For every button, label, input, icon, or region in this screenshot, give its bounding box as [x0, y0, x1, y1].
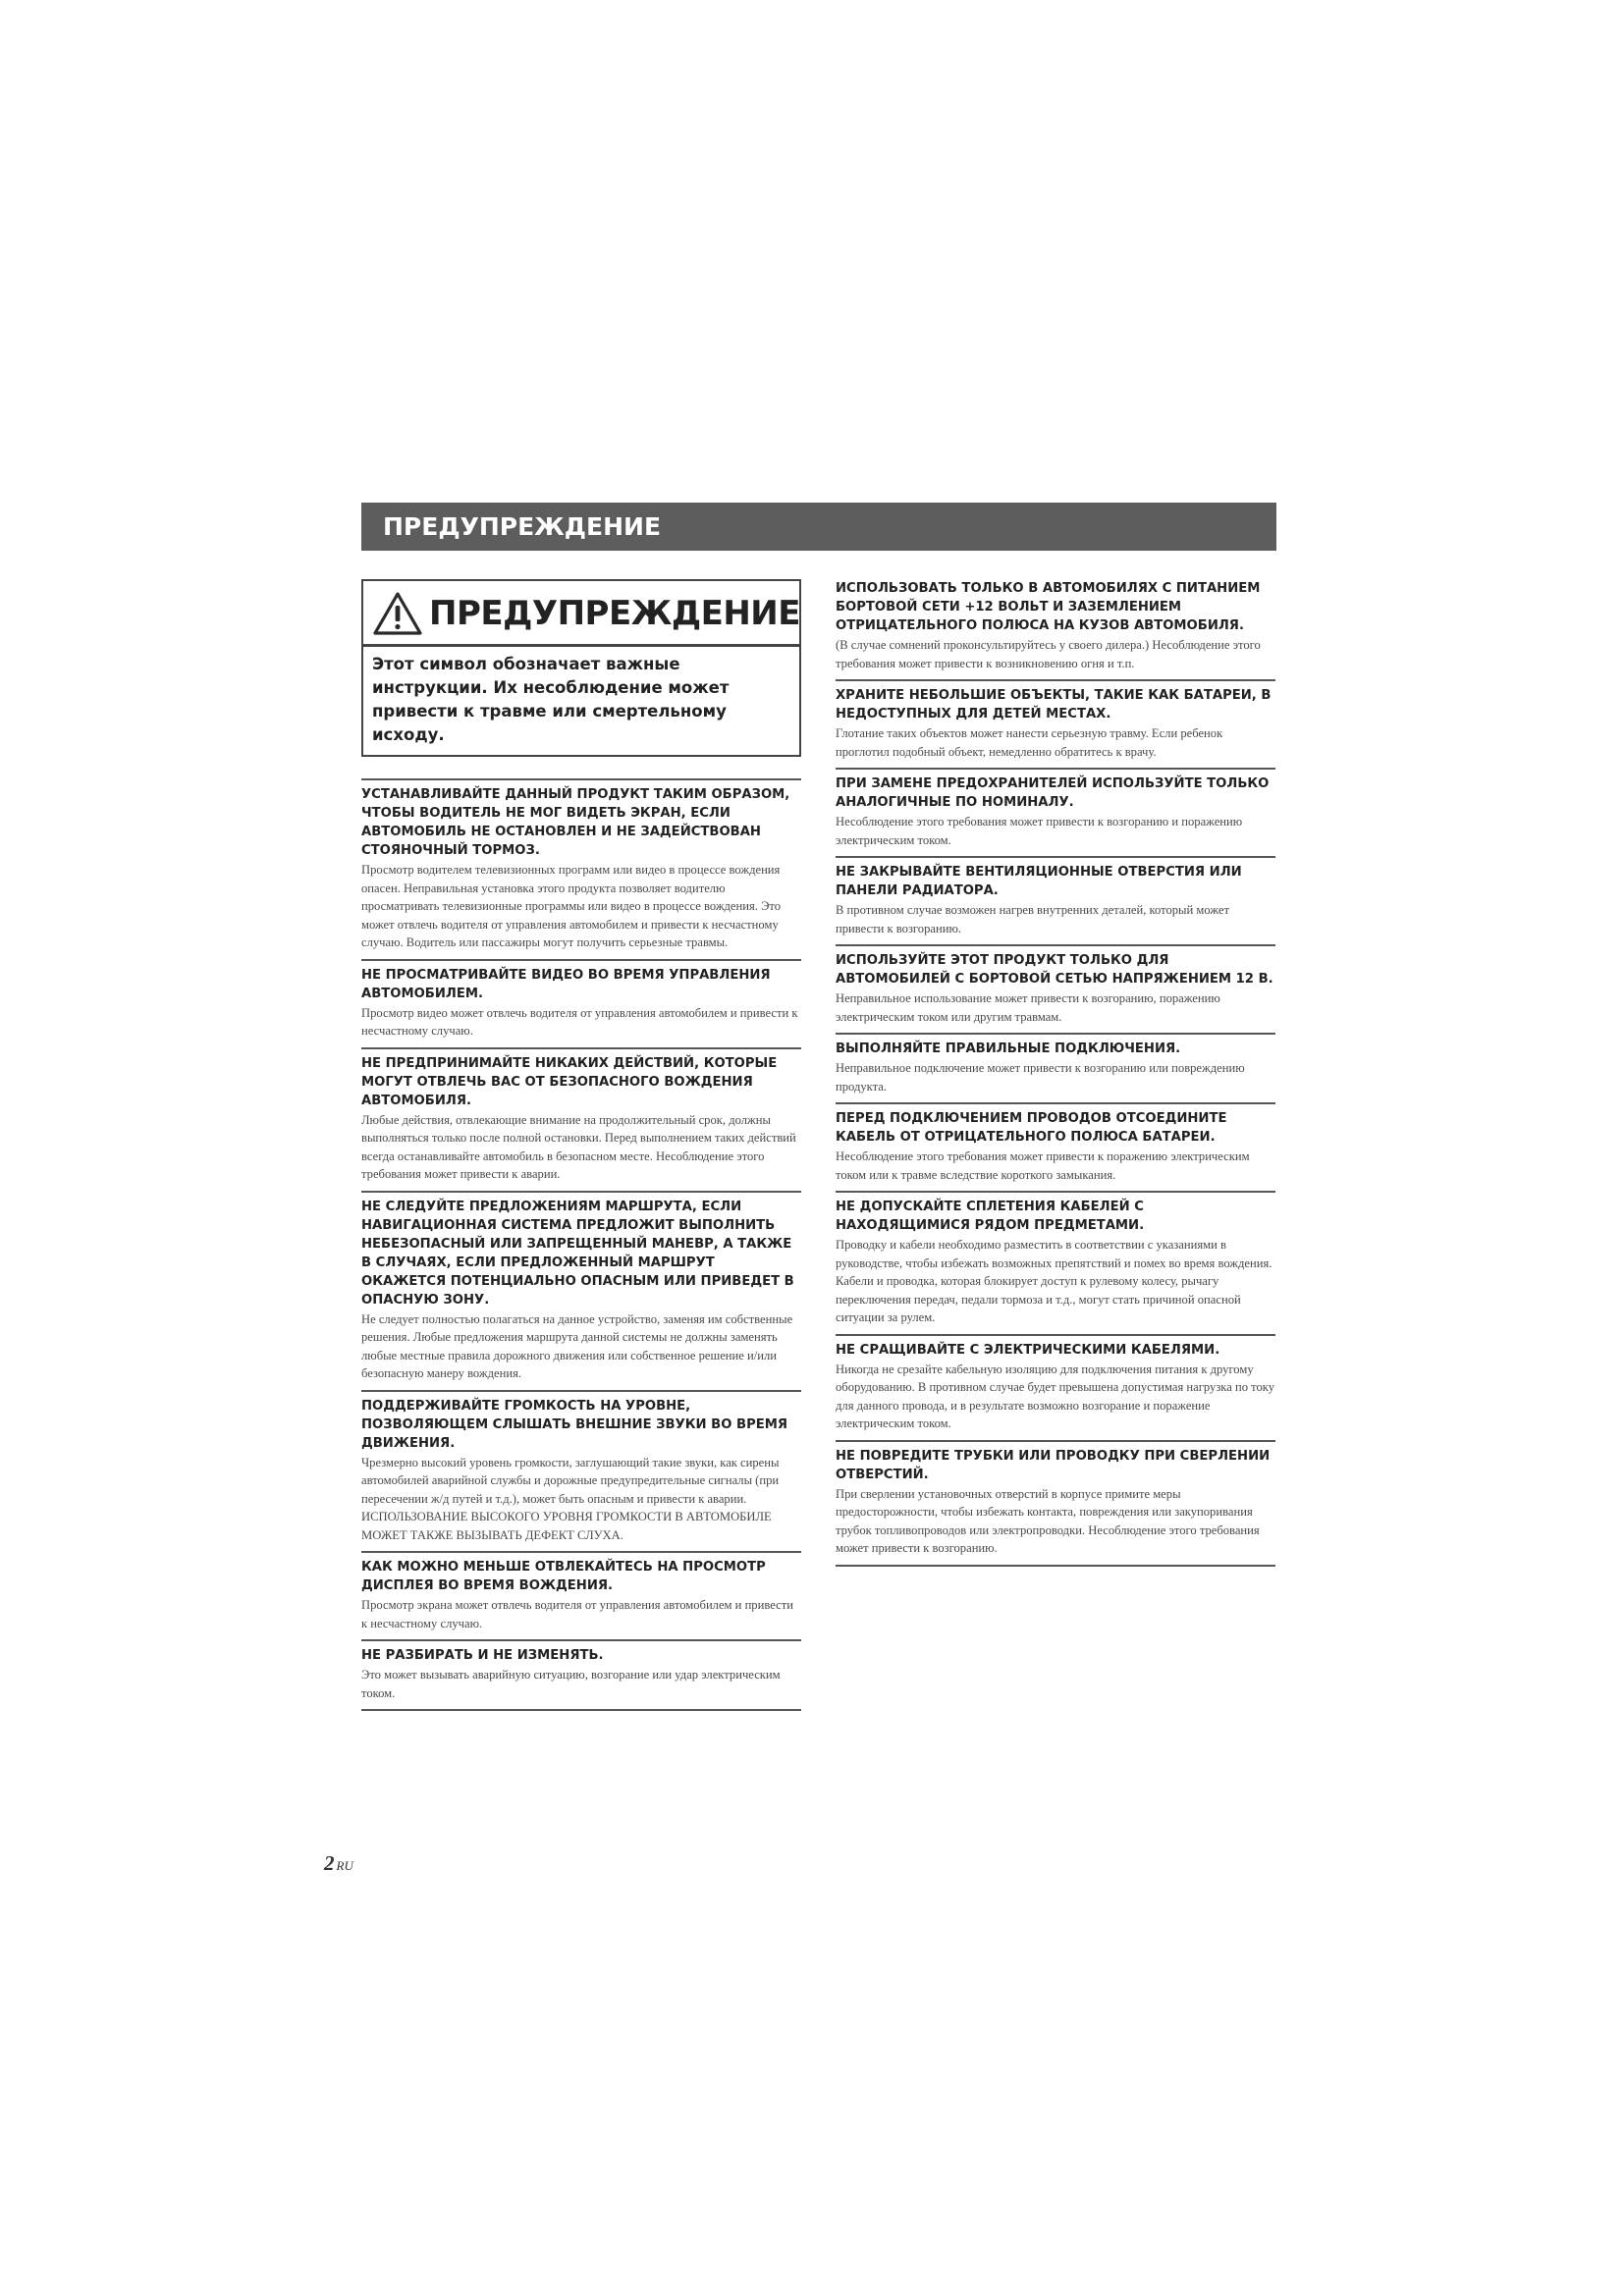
section-body: Не следует полностью полагаться на данное устройство, заменяя им собственные решения. Любые предложения маршрута данной системы не должны заменять любые местные правила дорожного движения или собственное решение и/или безопасную манеру вождения. [361, 1311, 793, 1380]
section-banner [361, 503, 1276, 551]
section-title: НЕ ДОПУСКАЙТЕ СПЛЕТЕНИЯ КАБЕЛЕЙ С НАХОДЯЩИМИСЯ РЯДОМ ПРЕДМЕТАМИ. [836, 1200, 1145, 1233]
section-body: При сверлении установочных отверстий в корпусе примите меры предосторожности, чтобы избежать контакта, повреждения или закупоривания трубок топливопроводов или электропроводки. Несоблюдение этого требования может привести к возгоранию. [836, 1486, 1260, 1555]
section-title: ИСПОЛЬЗУЙТЕ ЭТОТ ПРОДУКТ ТОЛЬКО ДЛЯ АВТОМОБИЛЕЙ С БОРТОВОЙ СЕТЬЮ НАПРЯЖЕНИЕМ 12 В. [836, 953, 1273, 987]
section-title: ВЫПОЛНЯЙТЕ ПРАВИЛЬНЫЕ ПОДКЛЮЧЕНИЯ. [836, 1041, 1181, 1056]
warning-section [836, 856, 1275, 944]
section-title: ИСПОЛЬЗОВАТЬ ТОЛЬКО В АВТОМОБИЛЯХ С ПИТАНИЕМ БОРТОВОЙ СЕТИ +12 ВОЛЬТ И ЗАЗЕМЛЕНИЕМ ОТРИЦАТЕЛЬНОГО ПОЛЮСА НА КУЗОВ АВТОМОБИЛЯ. [836, 581, 1261, 633]
warning-triangle-icon [372, 591, 423, 636]
section-title: ХРАНИТЕ НЕБОЛЬШИЕ ОБЪЕКТЫ, ТАКИЕ КАК БАТАРЕИ, В НЕДОСТУПНЫХ ДЛЯ ДЕТЕЙ МЕСТАХ. [836, 688, 1272, 721]
section-body: Просмотр видео может отвлечь водителя от управления автомобилем и привести к несчастному случаю. [361, 1005, 798, 1038]
section-body: Неправильное использование может привести к возгоранию, поражению электрическим током или другим травмам. [836, 991, 1220, 1024]
warning-section [836, 679, 1275, 768]
warning-title: ПРЕДУПРЕЖДЕНИЕ [429, 594, 800, 633]
section-body: Проводку и кабели необходимо разместить в соответствии с указаниями в руководстве, чтобы избежать возможных препятствий и помех во время вождения. Кабели и проводка, которая блокирует доступ к рулевому колесу, рычагу переключения передач, педали тормоза и т.д., могут стать причиной опасной ситуации за рулем. [836, 1238, 1272, 1324]
warning-description: Этот символ обозначает важные инструкции. Их несоблюдение может привести к травме или смертельному исходу. [372, 655, 730, 744]
section-title: КАК МОЖНО МЕНЬШЕ ОТВЛЕКАЙТЕСЬ НА ПРОСМОТР ДИСПЛЕЯ ВО ВРЕМЯ ВОЖДЕНИЯ. [361, 1560, 766, 1593]
section-title: НЕ ПРЕДПРИНИМАЙТЕ НИКАКИХ ДЕЙСТВИЙ, КОТОРЫЕ МОГУТ ОТВЛЕЧЬ ВАС ОТ БЕЗОПАСНОГО ВОЖДЕНИЯ АВТОМОБИЛЯ. [361, 1055, 778, 1108]
warning-section [361, 1191, 801, 1390]
section-body: Несоблюдение этого требования может привести к возгоранию и поражению электрическим током. [836, 815, 1243, 847]
left-column [361, 579, 801, 1711]
section-body: Глотание таких объектов может нанести серьезную травму. Если ребенок проглотил подобный объект, немедленно обратитесь к врачу. [836, 726, 1223, 759]
warning-section [836, 1102, 1275, 1191]
warning-box [361, 579, 801, 757]
section-body: Просмотр водителем телевизионных программ или видео в процессе вождения опасен. Неправильная установка этого продукта позволяет водителю просматривать телевизионные программы или видео в процессе вождения. Это может отвлечь водителя от управления автомобилем и привести к несчастному случаю. Водитель или пассажиры могут получить серьезные травмы. [361, 863, 782, 949]
warning-section [836, 1440, 1275, 1567]
warning-section [361, 1390, 801, 1552]
section-title: НЕ РАЗБИРАТЬ И НЕ ИЗМЕНЯТЬ. [361, 1648, 604, 1663]
section-body: (В случае сомнений проконсультируйтесь у своего дилера.) Несоблюдение этого требования может привести к возникновению огня и т.п. [836, 638, 1261, 670]
section-body: Просмотр экрана может отвлечь водителя от управления автомобилем и привести к несчастному случаю. [361, 1598, 793, 1630]
section-body: В противном случае возможен нагрев внутренних деталей, который может привести к возгоранию. [836, 903, 1229, 935]
section-title: НЕ ПРОСМАТРИВАЙТЕ ВИДЕО ВО ВРЕМЯ УПРАВЛЕНИЯ АВТОМОБИЛЕМ. [361, 967, 771, 1001]
warning-section [836, 1334, 1275, 1440]
warning-section [836, 1033, 1275, 1102]
section-body: Любые действия, отвлекающие внимание на продолжительный срок, должны выполняться только после полной остановки. Перед выполнением таких действий всегда останавливайте автомобиль в безопасном месте. Несоблюдение этого требования может привести к аварии. [361, 1112, 796, 1181]
section-title: НЕ СЛЕДУЙТЕ ПРЕДЛОЖЕНИЯМ МАРШРУТА, ЕСЛИ НАВИГАЦИОННАЯ СИСТЕМА ПРЕДЛОЖИТ ВЫПОЛНИТЬ НЕБЕЗОПАСНЫЙ ИЛИ ЗАПРЕЩЕННЫЙ МАНЕВР, А ТАКЖЕ В СЛУЧАЯХ, ЕСЛИ ПРЕДЛОЖЕННЫЙ МАРШРУТ ОКАЖЕТСЯ ПОТЕНЦИАЛЬНО ОПАСНЫМ ИЛИ ПРИВЕДЕТ В ОПАСНУЮ ЗОНУ. [361, 1199, 794, 1308]
section-body: Неправильное подключение может привести к возгоранию или повреждению продукта. [836, 1061, 1245, 1094]
warning-section [361, 1047, 801, 1191]
section-title: НЕ СРАЩИВАЙТЕ С ЭЛЕКТРИЧЕСКИМИ КАБЕЛЯМИ. [836, 1342, 1220, 1358]
section-title: НЕ ЗАКРЫВАЙТЕ ВЕНТИЛЯЦИОННЫЕ ОТВЕРСТИЯ ИЛИ ПАНЕЛИ РАДИАТОРА. [836, 865, 1242, 898]
section-body: Несоблюдение этого требования может привести к поражению электрическим током или к травме вследствие короткого замыкания. [836, 1149, 1250, 1182]
page-language: RU [336, 1858, 353, 1873]
section-body: Никогда не срезайте кабельную изоляцию для подключения питания к другому оборудованию. В противном случае будет превышена допустимая нагрузка по току для данного провода, и в результате возможно возгорание и поражение электрическим током. [836, 1362, 1275, 1430]
section-body: Чрезмерно высокий уровень громкости, заглушающий такие звуки, как сирены автомобилей аварийной службы и дорожные предупредительные сигналы (при пересечении ж/д путей и т.д.), может быть опасным и привести к аварии. ИСПОЛЬЗОВАНИЕ ВЫСОКОГО УРОВНЯ ГРОМКОСТИ В АВТОМОБИЛЕ МОЖЕТ ТАКЖЕ ВЫЗЫВАТЬ ДЕФЕКТ СЛУХА. [361, 1455, 780, 1542]
page-number-value: 2 [324, 1851, 335, 1875]
warning-section [361, 959, 801, 1047]
warning-section [836, 1191, 1275, 1334]
section-title: УСТАНАВЛИВАЙТЕ ДАННЫЙ ПРОДУКТ ТАКИМ ОБРАЗОМ, ЧТОБЫ ВОДИТЕЛЬ НЕ МОГ ВИДЕТЬ ЭКРАН, ЕСЛИ АВТОМОБИЛЬ НЕ ОСТАНОВЛЕН И НЕ ЗАДЕЙСТВОВАН СТОЯНОЧНЫЙ ТОРМОЗ. [361, 787, 790, 858]
warning-divider [363, 644, 799, 647]
page-number [324, 1851, 353, 1876]
section-title: ПОДДЕРЖИВАЙТЕ ГРОМКОСТЬ НА УРОВНЕ, ПОЗВОЛЯЮЩЕМ СЛЫШАТЬ ВНЕШНИЕ ЗВУКИ ВО ВРЕМЯ ДВИЖЕНИЯ. [361, 1398, 788, 1451]
section-title: ПРИ ЗАМЕНЕ ПРЕДОХРАНИТЕЛЕЙ ИСПОЛЬЗУЙТЕ ТОЛЬКО АНАЛОГИЧНЫЕ ПО НОМИНАЛУ. [836, 776, 1270, 810]
warning-header [372, 591, 800, 636]
section-body: Это может вызывать аварийную ситуацию, возгорание или удар электрическим током. [361, 1668, 781, 1700]
section-title: ПЕРЕД ПОДКЛЮЧЕНИЕМ ПРОВОДОВ ОТСОЕДИНИТЕ КАБЕЛЬ ОТ ОТРИЦАТЕЛЬНОГО ПОЛЮСА БАТАРЕИ. [836, 1111, 1227, 1145]
warning-section [836, 944, 1275, 1033]
warning-section [361, 1551, 801, 1639]
warning-section [361, 1639, 801, 1711]
section-title: НЕ ПОВРЕДИТЕ ТРУБКИ ИЛИ ПРОВОДКУ ПРИ СВЕРЛЕНИИ ОТВЕРСТИЙ. [836, 1448, 1271, 1482]
banner-title: ПРЕДУПРЕЖДЕНИЕ [383, 512, 662, 541]
warning-section [361, 778, 801, 959]
right-column [836, 579, 1275, 1567]
warning-section [836, 768, 1275, 856]
warning-section [836, 579, 1275, 679]
